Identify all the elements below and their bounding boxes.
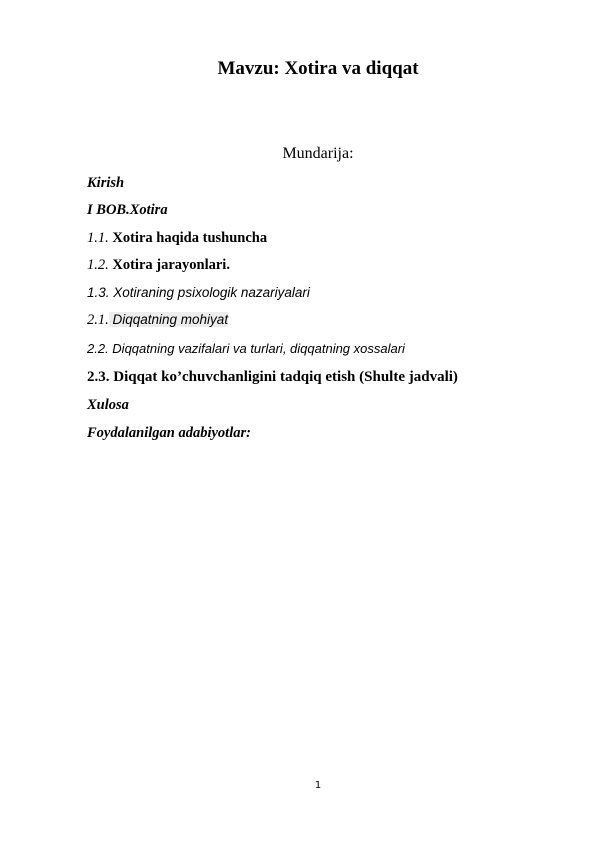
toc-item-2-2: 2.2. Diqqatning vazifalari va turlari, diqqatning xossalari: [87, 341, 405, 356]
toc-item-2-1: [87, 312, 228, 329]
toc-item-1-1: [87, 230, 267, 247]
toc-item-number: 1.1.: [87, 230, 109, 246]
toc-item-conclusion: Xulosa: [87, 397, 129, 413]
toc-item-chapter-1: I BOB.Xotira: [87, 202, 168, 218]
toc-item-label: Xotira jarayonlari.: [112, 257, 230, 273]
toc-item-1-2: [87, 257, 230, 274]
toc-item-label: Diqqatning mohiyat: [108, 312, 229, 327]
toc-item-references: Foydalanilgan adabiyotlar:: [87, 425, 251, 441]
toc-item-2-3: 2.3. Diqqat ko’chuvchanligini tadqiq etish (Shulte jadvali): [87, 369, 458, 385]
page-title: Mavzu: Xotira va diqqat: [217, 58, 419, 79]
toc-item-number: 1.2.: [87, 257, 109, 273]
toc-item-1-3: 1.3. Xotiraning psixologik nazariyalari: [87, 285, 310, 300]
page-number: 1: [314, 780, 322, 791]
toc-item-number: 2.1.: [87, 312, 109, 328]
toc-item-label: Xotira haqida tushuncha: [112, 230, 268, 246]
toc-item-intro: Kirish: [87, 175, 125, 191]
toc-heading: Mundarija:: [282, 145, 354, 162]
